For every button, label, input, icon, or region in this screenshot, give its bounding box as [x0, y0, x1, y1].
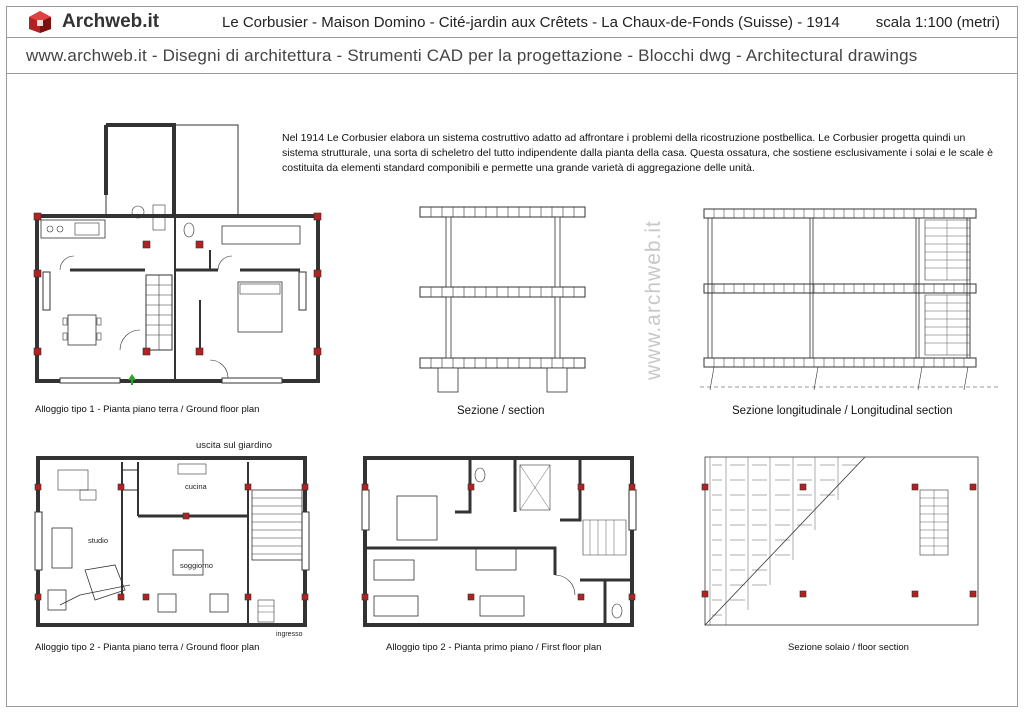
- caption-plan2-ground: Alloggio tipo 2 - Pianta piano terra / Ground floor plan: [35, 642, 260, 653]
- caption-section: Sezione / section: [457, 405, 545, 417]
- site-tagline: www.archweb.it - Disegni di architettura - Strumenti CAD per la progettazione - Blocchi dwg - Architectural drawings: [26, 46, 918, 65]
- plan-type1-ground: [37, 125, 318, 383]
- drawing-scale: scala 1:100 (metri): [875, 14, 1000, 31]
- cross-section: [420, 207, 585, 392]
- label-garden-exit: uscita sul giardino: [196, 440, 273, 451]
- plan-type2-ground: [35, 458, 309, 625]
- caption-floor-section: Sezione solaio / floor section: [788, 642, 909, 653]
- plan-type2-first: [362, 458, 636, 625]
- watermark: www.archweb.it: [642, 220, 665, 380]
- caption-plan1: Alloggio tipo 1 - Pianta piano terra / Ground floor plan: [35, 404, 260, 415]
- longitudinal-section: [700, 209, 1000, 390]
- drawing-title: Le Corbusier - Maison Domino - Cité-jardin aux Crêtets - La Chaux-de-Fonds (Suisse) - 1914: [222, 14, 840, 31]
- entrance-arrow-icon: [128, 374, 136, 385]
- caption-long-section: Sezione longitudinale / Longitudinal section: [732, 405, 953, 417]
- caption-plan2-first: Alloggio tipo 2 - Pianta primo piano / First floor plan: [386, 642, 602, 653]
- floor-section: [705, 457, 978, 625]
- label-living: soggiorno: [180, 561, 213, 570]
- description-text: Nel 1914 Le Corbusier elabora un sistema costruttivo adatto ad affrontare i problemi della ricostruzione postbellica. Le Corbusier progetta quindi un sistema strutturale, una sorta di scheletro del tutto indipendente dalla pianta della casa. Questa ossatura, che sostiene esclusivamente i solai e le scale è costituita da elementi standard componibili e permette una grande varietà di aggregazione delle unità.: [282, 132, 993, 174]
- label-studio: studio: [88, 536, 109, 545]
- floor-section-columns: [702, 484, 976, 597]
- label-entrance: ingresso: [276, 631, 303, 638]
- brand-name[interactable]: Archweb.it: [62, 11, 160, 32]
- plan-type2-first-columns: [362, 484, 635, 600]
- label-kitchen: cucina: [185, 482, 207, 491]
- plan-type2-ground-columns: [35, 484, 308, 600]
